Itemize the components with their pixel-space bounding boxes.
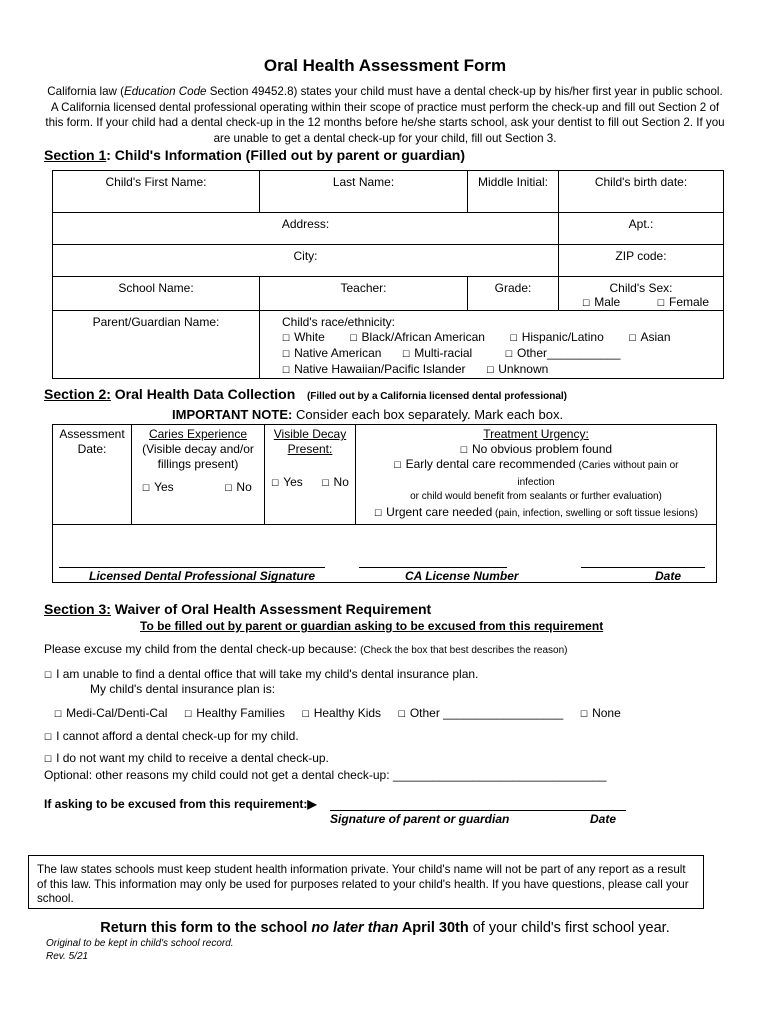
race-other-checkbox[interactable]: ☐ Other___________ [504, 346, 621, 360]
last-name-field[interactable]: Last Name: [260, 171, 468, 213]
plan-healthy-kids-checkbox[interactable]: ☐ Healthy Kids [301, 706, 382, 720]
decay-no-checkbox[interactable]: ☐ No [321, 475, 349, 489]
license-number-label: CA License Number [405, 569, 519, 583]
reason-insurance-checkbox[interactable]: ☐ I am unable to find a dental office that will take my child's dental insurance plan. [44, 667, 479, 681]
dentist-signature-label: Licensed Dental Professional Signature [89, 569, 316, 583]
page-title: Oral Health Assessment Form [263, 56, 507, 75]
optional-reason-field[interactable]: Optional: other reasons my child could not get a dental check-up: ________________________________ [44, 768, 607, 782]
middle-initial-field[interactable]: Middle Initial: [468, 171, 559, 213]
caries-experience-field: Caries Experience (Visible decay and/or fillings present) ☐ Yes ☐ No [132, 425, 265, 525]
checkbox-icon: ☐ [393, 460, 402, 470]
checkbox-icon: ☐ [282, 365, 291, 375]
reason-afford-checkbox[interactable]: ☐ I cannot afford a dental check-up for my child. [44, 729, 299, 743]
caries-no-checkbox[interactable]: ☐ No [224, 480, 252, 494]
plan-healthy-families-checkbox[interactable]: ☐ Healthy Families [184, 706, 285, 720]
footer-revision: Rev. 5/21 [46, 951, 89, 962]
checkbox-icon: ☐ [54, 709, 63, 719]
return-instruction: Return this form to the school no later than April 30th of your child's first school year. [100, 920, 670, 936]
plan-none-checkbox[interactable]: ☐ None [580, 706, 621, 720]
checkbox-icon: ☐ [582, 298, 591, 308]
caries-yes-checkbox[interactable]: ☐ Yes [142, 480, 174, 494]
checkbox-icon: ☐ [628, 333, 637, 343]
parent-signature-line[interactable] [330, 810, 626, 811]
teacher-field[interactable]: Teacher: [260, 277, 468, 311]
early-care-checkbox[interactable]: ☐ Early dental care recommended (Caries without pain or infection [393, 457, 679, 488]
section3-heading: Section 3: Waiver of Oral Health Assessment Requirement [44, 601, 432, 617]
oral-health-table [52, 424, 717, 583]
checkbox-icon: ☐ [271, 478, 280, 488]
reason-not-want-checkbox[interactable]: ☐ I do not want my child to receive a dental check-up. [44, 751, 329, 765]
important-note: IMPORTANT NOTE: Consider each box separately. Mark each box. [172, 407, 564, 422]
checkbox-icon: ☐ [459, 444, 468, 455]
checkbox-icon: ☐ [282, 333, 291, 343]
checkbox-icon: ☐ [44, 754, 53, 764]
checkbox-icon: ☐ [509, 333, 518, 343]
zip-field[interactable]: ZIP code: [559, 245, 724, 277]
school-name-field[interactable]: School Name: [53, 277, 260, 311]
plan-other-checkbox[interactable]: ☐ Other __________________ [397, 706, 564, 720]
checkbox-icon: ☐ [282, 349, 291, 359]
arrow-right-icon: ▶ [307, 797, 317, 811]
male-checkbox[interactable]: ☐ Male [582, 295, 621, 309]
intro-text: California law (Education Code Section 49452.8) states your child must have a dental check-up by his/her first year in public school. A California licensed dental professional operating within their scope of practice must perform the check-up and fill out Section 2 of this form. If your child had a dental check-up in the 12 months before he/she starts school, ask your dentist to fill out Section 2. If you are unable to get a dental check-up for your child, fill out Section 3. [45, 85, 725, 145]
race-ethnicity-field: Child's race/ethnicity: ☐ White ☐ Black/African American ☐ Hispanic/Latino ☐ Asian ☐ Native American ☐ Multi-racial ☐ Other___________ ☐ Native Hawaiian/Pacific Islander ☐ Unknown [260, 311, 724, 379]
checkbox-icon: ☐ [656, 298, 665, 308]
checkbox-icon: ☐ [44, 732, 53, 742]
address-field[interactable]: Address: [53, 213, 559, 245]
section2-heading: Section 2: Oral Health Data Collection (Filled out by a California licensed dental professional) [44, 386, 567, 402]
parent-date-label: Date [590, 812, 617, 826]
visible-decay-field: Visible Decay Present: ☐ Yes ☐ No [265, 425, 356, 525]
signature-row [53, 525, 717, 583]
race-hawaiian-checkbox[interactable]: ☐ Native Hawaiian/Pacific Islander [282, 362, 466, 376]
assessment-date-field[interactable]: Assessment Date: [53, 425, 132, 525]
checkbox-icon: ☐ [504, 349, 513, 359]
apt-field[interactable]: Apt.: [559, 213, 724, 245]
grade-field[interactable]: Grade: [468, 277, 559, 311]
checkbox-icon: ☐ [486, 365, 495, 375]
footer-original: Original to be kept in child's school record. [46, 938, 234, 949]
checkbox-icon: ☐ [580, 709, 589, 719]
date-label: Date [655, 569, 682, 583]
insurance-plan-label: My child's dental insurance plan is: [90, 682, 276, 696]
license-number-line[interactable] [359, 567, 507, 568]
race-multiracial-checkbox[interactable]: ☐ Multi-racial [402, 346, 473, 360]
child-info-table [52, 170, 724, 379]
parent-signature-label: Signature of parent or guardian [330, 812, 510, 826]
checkbox-icon: ☐ [321, 478, 330, 488]
checkbox-icon: ☐ [402, 349, 411, 359]
parent-name-field[interactable]: Parent/Guardian Name: [53, 311, 260, 379]
race-black-checkbox[interactable]: ☐ Black/African American [349, 330, 485, 344]
female-checkbox[interactable]: ☐ Female [656, 295, 709, 309]
checkbox-icon: ☐ [374, 507, 383, 518]
treatment-urgency-field: Treatment Urgency: ☐ No obvious problem found ☐ Early dental care recommended (Caries without pain or infection or child would benefit from sealants or further evaluation) ☐ Urgent care needed (pain, infection, swelling or soft tissue lesions) [356, 425, 717, 525]
decay-yes-checkbox[interactable]: ☐ Yes [271, 475, 303, 489]
checkbox-icon: ☐ [301, 709, 310, 719]
date-line[interactable] [581, 567, 705, 568]
race-native-american-checkbox[interactable]: ☐ Native American [282, 346, 382, 360]
checkbox-icon: ☐ [224, 483, 233, 493]
dentist-signature-line[interactable] [59, 567, 325, 568]
checkbox-icon: ☐ [397, 709, 406, 719]
section3-subtitle: To be filled out by parent or guardian asking to be excused from this requirement [140, 619, 604, 633]
city-field[interactable]: City: [53, 245, 559, 277]
checkbox-icon: ☐ [142, 483, 151, 493]
first-name-field[interactable]: Child's First Name: [53, 171, 260, 213]
birth-date-field[interactable]: Child's birth date: [559, 171, 724, 213]
checkbox-icon: ☐ [184, 709, 193, 719]
plan-medi-cal-checkbox[interactable]: ☐ Medi-Cal/Denti-Cal [54, 706, 168, 720]
race-asian-checkbox[interactable]: ☐ Asian [628, 330, 671, 344]
checkbox-icon: ☐ [349, 333, 358, 343]
child-sex-field: Child's Sex: ☐ Male ☐ Female [559, 277, 724, 311]
excused-label: If asking to be excused from this requirement:▶ [44, 797, 317, 811]
race-hispanic-checkbox[interactable]: ☐ Hispanic/Latino [509, 330, 604, 344]
excuse-text: Please excuse my child from the dental check-up because: (Check the box that best describes the reason) [44, 642, 568, 656]
privacy-notice: The law states schools must keep student health information private. Your child's name will not be part of any report as a result of this law. This information may only be used for purposes related to your child's health. If you have questions, please call your school. [28, 855, 704, 909]
no-problem-checkbox[interactable]: ☐ No obvious problem found [459, 441, 613, 456]
insurance-plan-options [54, 706, 621, 720]
section1-heading: Section 1: Child's Information (Filled out by parent or guardian) [44, 147, 466, 163]
race-white-checkbox[interactable]: ☐ White [282, 330, 325, 344]
race-unknown-checkbox[interactable]: ☐ Unknown [486, 362, 549, 376]
urgent-care-checkbox[interactable]: ☐ Urgent care needed (pain, infection, swelling or soft tissue lesions) [374, 504, 698, 519]
checkbox-icon: ☐ [44, 670, 53, 680]
